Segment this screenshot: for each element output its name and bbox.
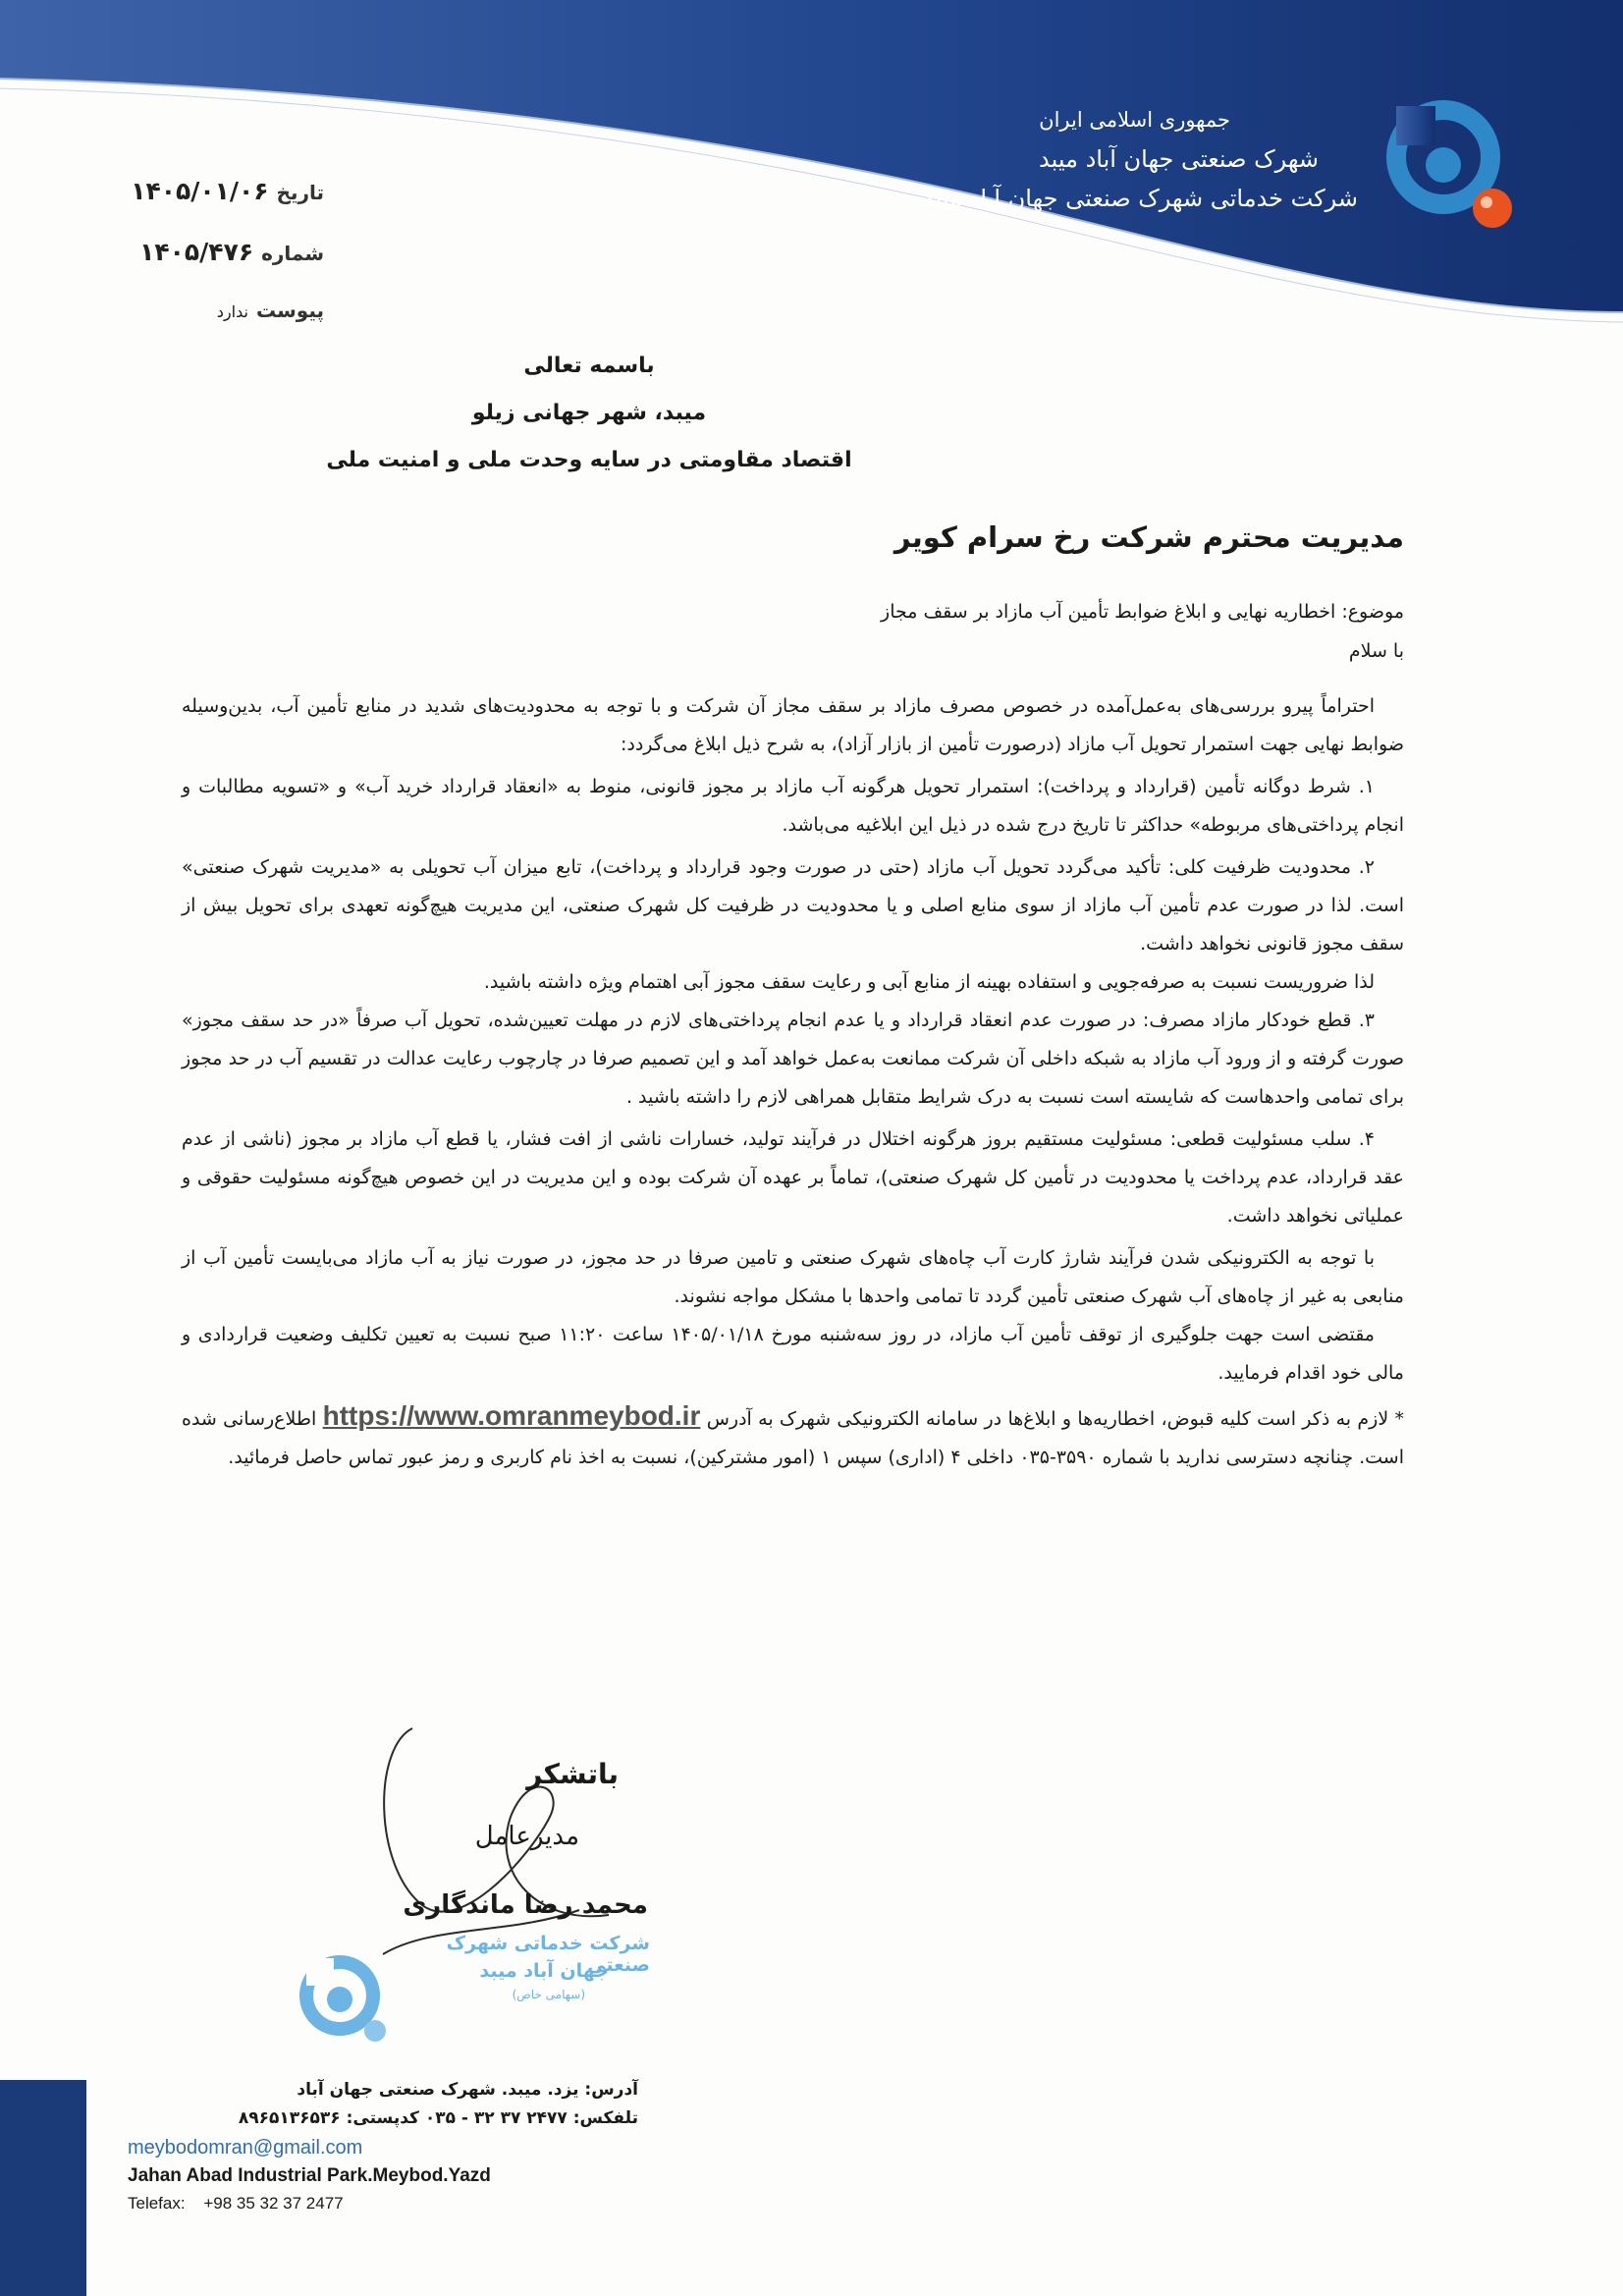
paragraph-item-1: ۱. شرط دوگانه تأمین (قرارداد و پرداخت): استمرار تحویل هرگونه آب مازاد بر مجوز قانونی، منوط به «انعقاد قرارداد خرید آب» و «تسویه مطالبات و انجام پرداختی‌های مربوطه» حداکثر تا تاریخ درج شده در ذیل این ابلاغیه می‌باشد.	[182, 776, 1404, 836]
footer-bar	[0, 2080, 86, 2296]
paragraph-item-4: ۴. سلب مسئولیت قطعی: مسئولیت مستقیم بروز هرگونه اختلال در فرآیند تولید، خسارات ناشی از افت فشار، یا قطع آب مازاد بر مجوز (ناشی از عدم عقد قرارداد، عدم پرداخت یا محدودیت در تأمین کل شهرک صنعتی)، تماماً بر عهده آن شرکت بوده و این مدیریت در این خصوص هیچ‌گونه مسئولیت حقوقی و عملیاتی نخواهد داشت.	[182, 1128, 1404, 1227]
attachment-label: پیوست	[255, 299, 324, 322]
footer-phone: تلفکس: ۲۴۷۷ ۳۷ ۳۲ - ۰۳۵ کدپستی: ۸۹۶۵۱۳۶۵۳۶	[238, 2108, 638, 2128]
stamp-logo	[289, 1935, 397, 2052]
intro-slogan-year: اقتصاد مقاومتی در سایه وحدت ملی و امنیت ملی	[326, 448, 852, 472]
notice-url-link[interactable]: https://www.omranmeybod.ir	[322, 1400, 701, 1431]
company-stamp	[285, 1925, 658, 2062]
header-country: جمهوری اسلامی ایران	[1039, 108, 1230, 132]
number-value: ۱۴۰۵/۴۷۶	[139, 238, 254, 266]
signature-name: محمد رضا ماندگاری	[403, 1890, 648, 1920]
subject: موضوع: اخطاریه نهایی و ابلاغ ضوابط تأمین آب مازاد بر سقف مجاز	[881, 601, 1404, 623]
paragraph-intro: احتراماً پیرو بررسی‌های به‌عمل‌آمده در خصوص مصرف مازاد بر سقف مجاز آن شرکت و با توجه به محدودیت‌های شدید در منابع تأمین آب، بدین‌وسیله ضوابط نهایی جهت استمرار تحویل آب مازاد (درصورت تأمین از بازار آزاد)، به شرح ذیل ابلاغ می‌گردد:	[182, 695, 1404, 755]
footer-english-address: Jahan Abad Industrial Park.Meybod.Yazd	[128, 2165, 491, 2186]
header-park: شهرک صنعتی جهان آباد میبد	[1039, 145, 1319, 173]
signature-title: مدیرعامل	[474, 1822, 579, 1851]
paragraph-item-2: ۲. محدودیت ظرفیت کلی: تأکید می‌گردد تحویل آب مازاد (حتی در صورت وجود قرارداد و پرداخت)، تابع میزان آب تحویلی به «مدیریت شهرک صنعتی» است. لذا در صورت عدم تأمین آب مازاد از سوی منابع اصلی و یا محدودیت در ظرفیت کل شهرک صنعتی، این مدیریت هیچ‌گونه تعهدی برای تحویل بیش از سقف مجوز قانونی نخواهد داشت.	[182, 856, 1404, 955]
telefax-label: Telefax:	[128, 2194, 186, 2213]
letter-meta	[108, 177, 324, 359]
letter-body	[182, 687, 1404, 1477]
paragraph-item-3: ۳. قطع خودکار مازاد مصرف: در صورت عدم انعقاد قرارداد و یا عدم انجام پرداختی‌های لازم در مهلت تعیین‌شده، تحویل آب صرفاً «در حد سقف مجوز» صورت گرفته و از ورود آب مازاد به شبکه داخلی آن شرکت ممانعت به‌عمل خواهد آمد و این تصمیم صرفا در چارچوب رعایت عدالت در تقسیم آب در حد مجوز برای تمامی واحدهاست که شایسته است نسبت به درک شرایط متقابل همراهی لازم را داشته باشید .	[182, 1010, 1404, 1108]
greeting: با سلام	[1348, 640, 1404, 662]
notice-suffix: اطلاع‌رسانی شده است. چنانچه دسترسی ندارید با شماره ۳۵۹۰-۰۳۵ داخلی ۴ (اداری) سپس ۱ (امور مشترکین)، نسبت به اخذ نام کاربری و رمز عبور تماس حاصل فرمائید.	[182, 1408, 1404, 1468]
header-text	[671, 100, 1358, 218]
paragraph-conservation: لذا ضروریست نسبت به صرفه‌جویی و استفاده بهینه از منابع آبی و رعایت سقف مجوز آبی اهتمام ویژه داشته باشید.	[483, 971, 1375, 993]
attachment-row	[108, 299, 324, 359]
paragraph-deadline: مقتضی است جهت جلوگیری از توقف تأمین آب مازاد، در روز سه‌شنبه مورخ ۱۴۰۵/۰۱/۱۸ ساعت ۱۱:۲۰ صبح نسبت به تعیین تکلیف وضعیت قراردادی و مالی خود اقدام فرمایید.	[182, 1324, 1404, 1384]
date-value: ۱۴۰۵/۰۱/۰۶	[131, 177, 269, 205]
intro-slogan-city: میبد، شهر جهانی زیلو	[471, 401, 707, 425]
notice-prefix: * لازم به ذکر است کلیه قبوض، اخطاریه‌ها و ابلاغ‌ها در سامانه الکترونیکی شهرک به آدرس	[706, 1408, 1404, 1430]
telefax-value: +98 35 32 37 2477	[203, 2194, 344, 2213]
footer-contact	[128, 2080, 638, 2222]
date-row	[108, 177, 324, 238]
recipient: مدیریت محترم شرکت رخ سرام کویر	[893, 520, 1404, 554]
stamp-line-3: (سهامی خاص)	[512, 1988, 585, 2001]
paragraph-electronic: با توجه به الکترونیکی شدن فرآیند شارژ کارت آب چاه‌های شهرک صنعتی و تامین صرفا در حد مجوز، در صورت نیاز به آب مازاد می‌بایست تأمین آب از منابعی به غیر از چاه‌های آب شهرک صنعتی تأمین گردد تا تمامی واحدها با مشکل مواجه نشوند.	[182, 1247, 1404, 1307]
footer-telefax	[128, 2194, 638, 2222]
attachment-value: ندارد	[216, 302, 248, 321]
number-label: شماره	[261, 242, 324, 265]
signature-thanks: باتشکر	[526, 1758, 619, 1790]
paragraph-notice	[182, 1396, 1404, 1477]
footer-email-link[interactable]: meybodomran@gmail.com	[128, 2137, 363, 2159]
footer-address: آدرس: یزد. میبد. شهرک صنعتی جهان آباد	[297, 2080, 638, 2100]
company-logo	[1382, 77, 1520, 244]
stamp-line-1: شرکت خدماتی شهرک صنعتی	[446, 1933, 650, 1976]
number-row	[108, 238, 324, 299]
date-label: تاریخ	[276, 181, 324, 204]
header-company: شرکت خدماتی شهرک صنعتی جهان آباد میبد	[923, 185, 1358, 212]
intro-bismillah: باسمه تعالی	[523, 354, 655, 378]
stamp-line-2: جهان آباد میبد	[479, 1960, 609, 1982]
